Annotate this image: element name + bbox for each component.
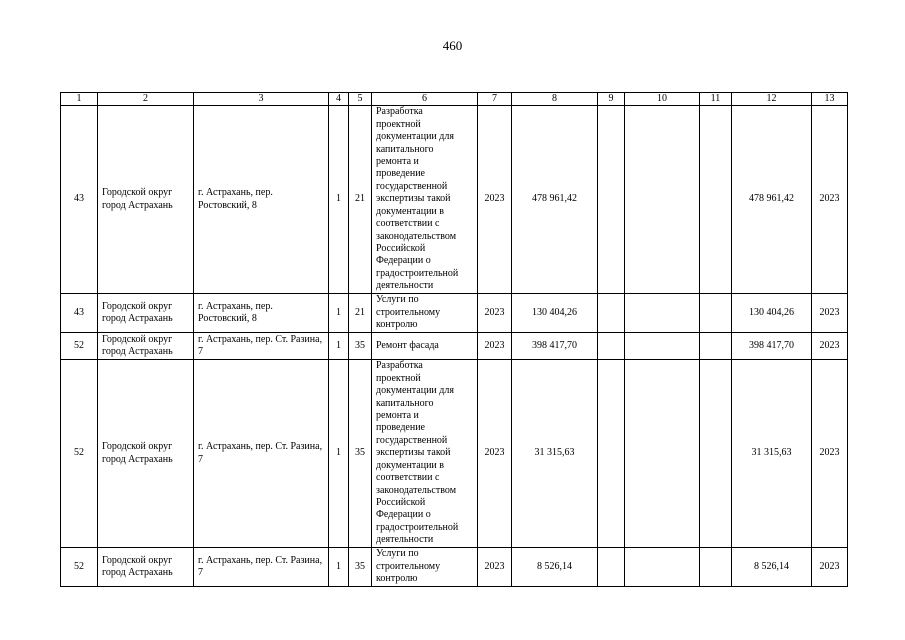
cell-object-number: 43 xyxy=(61,106,98,294)
page-number: 460 xyxy=(442,38,463,53)
cell-municipality: Городской округ город Астрахань xyxy=(98,333,194,360)
cell-cost: 8 526,14 xyxy=(512,548,598,587)
cell-work-type xyxy=(372,294,478,333)
table-row xyxy=(61,333,848,360)
work-type-line: контролю xyxy=(376,573,418,585)
cell-col-5: 21 xyxy=(349,106,372,294)
cell-col-5: 35 xyxy=(349,333,372,360)
cell-municipality: Городской округ город Астрахань xyxy=(98,548,194,587)
cell-col-11 xyxy=(700,106,732,294)
cell-work-type xyxy=(372,106,478,294)
cell-col-10 xyxy=(625,548,700,587)
work-type-line: капитального xyxy=(376,397,434,409)
cell-col-9 xyxy=(598,548,625,587)
cell-address: г. Астрахань, пер. Ростовский, 8 xyxy=(194,294,329,333)
work-type-line: капитального xyxy=(376,143,434,155)
column-header: 6 xyxy=(372,93,478,106)
cell-col-12: 478 961,42 xyxy=(732,106,812,294)
work-type-line: Разработка xyxy=(376,106,423,118)
work-type-line: Федерации о xyxy=(376,255,431,267)
column-header: 5 xyxy=(349,93,372,106)
table-row xyxy=(61,106,848,294)
column-header: 4 xyxy=(329,93,349,106)
program-table xyxy=(60,92,848,587)
column-header: 13 xyxy=(812,93,848,106)
cell-col-11 xyxy=(700,333,732,360)
cell-address: г. Астрахань, пер. Ст. Разина, 7 xyxy=(194,360,329,548)
cell-col-11 xyxy=(700,548,732,587)
table-row xyxy=(61,548,848,587)
cell-col-5: 35 xyxy=(349,360,372,548)
cell-col-13: 2023 xyxy=(812,294,848,333)
table-row xyxy=(61,360,848,548)
work-type-line: экспертизы такой xyxy=(376,193,451,205)
column-header: 1 xyxy=(61,93,98,106)
work-type-line: проведение xyxy=(376,168,425,180)
cell-col-10 xyxy=(625,360,700,548)
work-type-line: строительному xyxy=(376,306,441,318)
cell-municipality: Городской округ город Астрахань xyxy=(98,294,194,333)
cell-municipality: Городской округ город Астрахань xyxy=(98,360,194,548)
work-type-line: документации в xyxy=(376,205,444,217)
work-type-line: градостроительной xyxy=(376,521,459,533)
column-header: 8 xyxy=(512,93,598,106)
work-type-line: Ремонт фасада xyxy=(376,339,439,351)
column-header: 7 xyxy=(478,93,512,106)
cell-address: г. Астрахань, пер. Ростовский, 8 xyxy=(194,106,329,294)
cell-col-4: 1 xyxy=(329,333,349,360)
work-type-line: Федерации о xyxy=(376,509,431,521)
work-type-line: соответствии с xyxy=(376,472,440,484)
cell-col-5: 21 xyxy=(349,294,372,333)
column-header: 12 xyxy=(732,93,812,106)
cell-object-number: 52 xyxy=(61,360,98,548)
work-type-line: Услуги по xyxy=(376,548,419,560)
cell-col-12: 31 315,63 xyxy=(732,360,812,548)
work-type-line: градостроительной xyxy=(376,267,459,279)
cell-object-number: 43 xyxy=(61,294,98,333)
cell-col-13: 2023 xyxy=(812,333,848,360)
work-type-line: Разработка xyxy=(376,360,423,372)
work-type-line: проведение xyxy=(376,422,425,434)
work-type-line: документации для xyxy=(376,131,454,143)
work-type-line: Российской xyxy=(376,496,426,508)
table-row xyxy=(61,294,848,333)
work-type-line: ремонта и xyxy=(376,410,419,422)
work-type-line: строительному xyxy=(376,560,441,572)
cell-col-9 xyxy=(598,360,625,548)
column-number-row xyxy=(61,93,848,106)
cell-col-5: 35 xyxy=(349,548,372,587)
cell-col-9 xyxy=(598,106,625,294)
work-type-line: проектной xyxy=(376,372,421,384)
cell-col-4: 1 xyxy=(329,294,349,333)
cell-col-4: 1 xyxy=(329,548,349,587)
cell-col-13: 2023 xyxy=(812,548,848,587)
cell-col-12: 130 404,26 xyxy=(732,294,812,333)
cell-col-4: 1 xyxy=(329,360,349,548)
cell-work-type xyxy=(372,360,478,548)
cell-col-12: 398 417,70 xyxy=(732,333,812,360)
column-header: 2 xyxy=(98,93,194,106)
cell-col-10 xyxy=(625,294,700,333)
cell-cost: 31 315,63 xyxy=(512,360,598,548)
cell-col-12: 8 526,14 xyxy=(732,548,812,587)
work-type-line: документации в xyxy=(376,459,444,471)
cell-year: 2023 xyxy=(478,106,512,294)
cell-col-10 xyxy=(625,333,700,360)
cell-year: 2023 xyxy=(478,294,512,333)
cell-work-type xyxy=(372,333,478,360)
work-type-line: Услуги по xyxy=(376,294,419,306)
cell-object-number: 52 xyxy=(61,548,98,587)
cell-work-type xyxy=(372,548,478,587)
cell-col-9 xyxy=(598,294,625,333)
cell-col-13: 2023 xyxy=(812,106,848,294)
cell-cost: 398 417,70 xyxy=(512,333,598,360)
cell-address: г. Астрахань, пер. Ст. Разина, 7 xyxy=(194,333,329,360)
work-type-line: законодательством xyxy=(376,484,457,496)
cell-object-number: 52 xyxy=(61,333,98,360)
work-type-line: деятельности xyxy=(376,280,434,292)
cell-col-10 xyxy=(625,106,700,294)
work-type-line: экспертизы такой xyxy=(376,447,451,459)
cell-year: 2023 xyxy=(478,333,512,360)
work-type-line: проектной xyxy=(376,118,421,130)
work-type-line: ремонта и xyxy=(376,156,419,168)
work-type-line: государственной xyxy=(376,180,448,192)
work-type-line: государственной xyxy=(376,434,448,446)
column-header: 3 xyxy=(194,93,329,106)
column-header: 9 xyxy=(598,93,625,106)
cell-year: 2023 xyxy=(478,360,512,548)
work-type-line: деятельности xyxy=(376,534,434,546)
cell-col-9 xyxy=(598,333,625,360)
cell-cost: 130 404,26 xyxy=(512,294,598,333)
work-type-line: документации для xyxy=(376,385,454,397)
column-header: 11 xyxy=(700,93,732,106)
work-type-line: соответствии с xyxy=(376,218,440,230)
cell-municipality: Городской округ город Астрахань xyxy=(98,106,194,294)
column-header: 10 xyxy=(625,93,700,106)
cell-year: 2023 xyxy=(478,548,512,587)
cell-col-11 xyxy=(700,294,732,333)
work-type-line: законодательством xyxy=(376,230,457,242)
work-type-line: контролю xyxy=(376,319,418,331)
cell-col-13: 2023 xyxy=(812,360,848,548)
cell-col-4: 1 xyxy=(329,106,349,294)
cell-col-11 xyxy=(700,360,732,548)
cell-address: г. Астрахань, пер. Ст. Разина, 7 xyxy=(194,548,329,587)
cell-cost: 478 961,42 xyxy=(512,106,598,294)
work-type-line: Российской xyxy=(376,242,426,254)
